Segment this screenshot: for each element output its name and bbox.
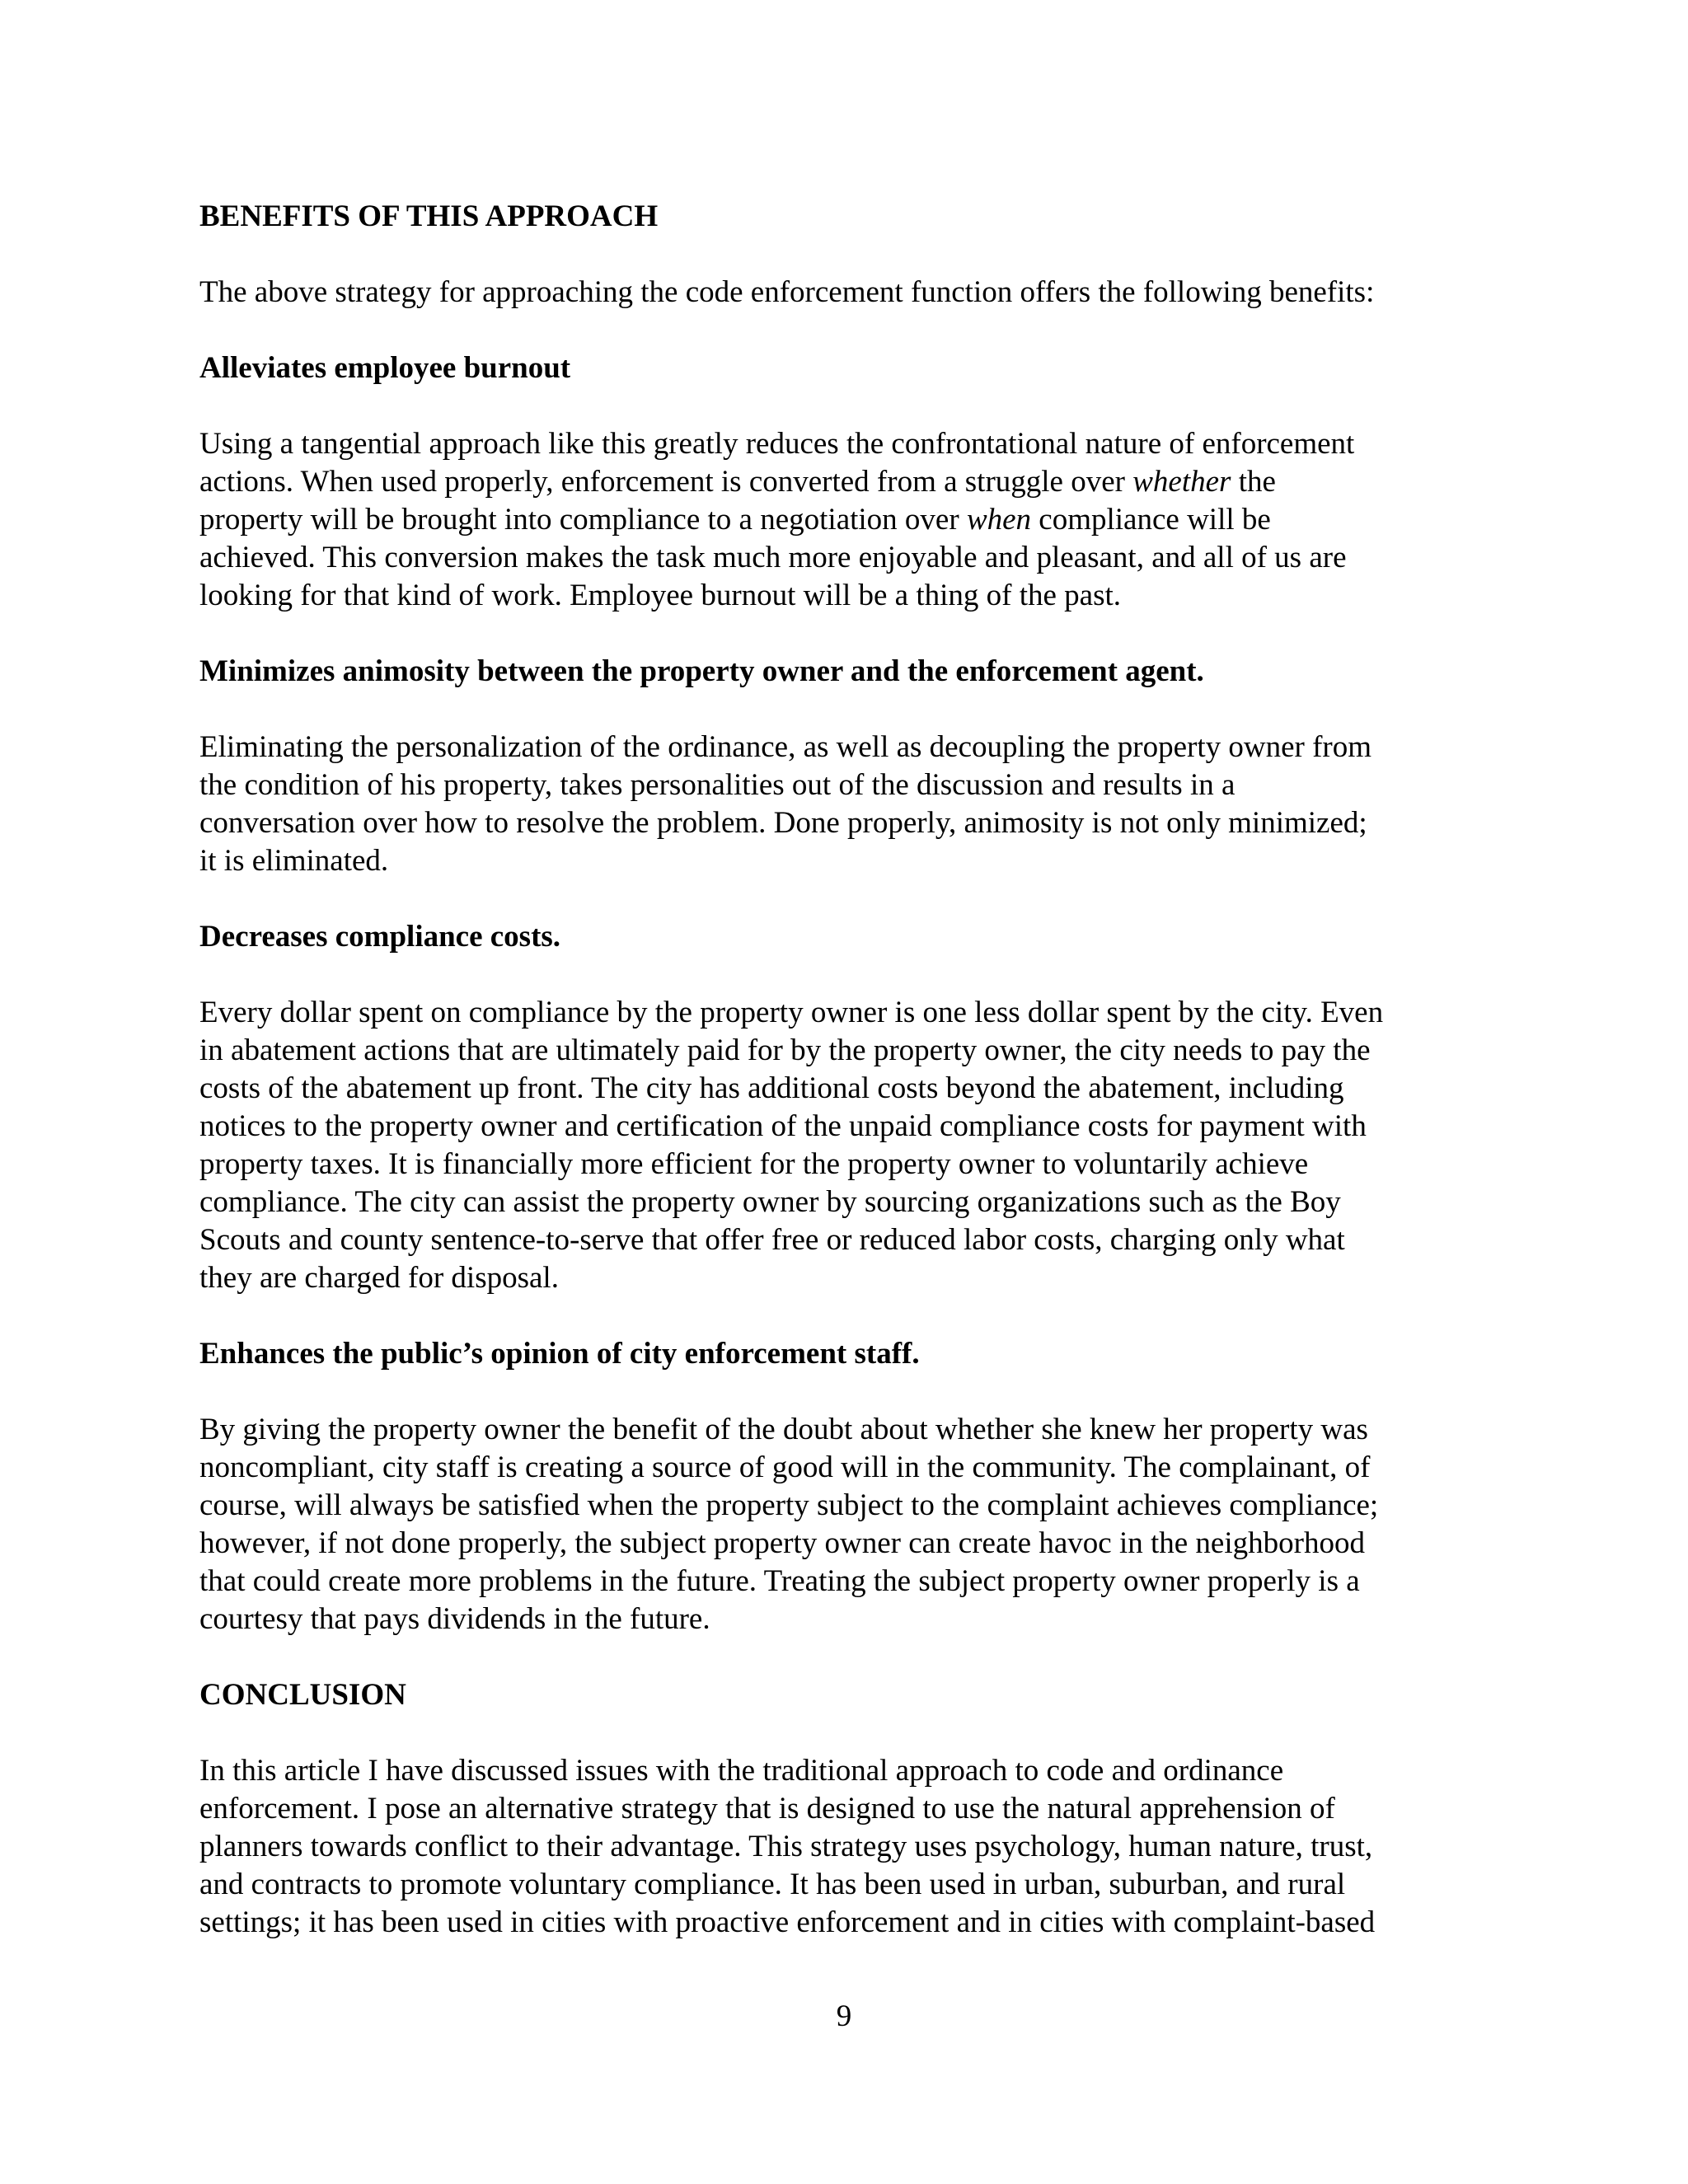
costs-line: they are charged for disposal. [199, 1261, 559, 1295]
conclusion-line: and contracts to promote voluntary compliance. It has been used in urban, suburban, and rural [199, 1868, 1346, 1901]
conclusion-line: planners towards conflict to their advantage. This strategy uses psychology, human nature, trust, [199, 1830, 1373, 1863]
animosity-line: the condition of his property, takes personalities out of the discussion and results in a [199, 768, 1236, 802]
opinion-line: course, will always be satisfied when the property subject to the complaint achieves compliance; [199, 1488, 1379, 1522]
animosity-line: conversation over how to resolve the problem. Done properly, animosity is not only minimized; [199, 806, 1367, 840]
costs-line: in abatement actions that are ultimately paid for by the property owner, the city needs to pay the [199, 1033, 1371, 1067]
heading-benefits: BENEFITS OF THIS APPROACH [199, 199, 659, 233]
opinion-line: that could create more problems in the future. Treating the subject property owner properly is a [199, 1564, 1360, 1598]
intro-paragraph [199, 274, 1518, 312]
costs-line: costs of the abatement up front. The city has additional costs beyond the abatement, including [199, 1071, 1344, 1105]
costs-line: Every dollar spent on compliance by the property owner is one less dollar spent by the city. Even [199, 996, 1384, 1029]
opinion-line: By giving the property owner the benefit of the doubt about whether she knew her property was [199, 1413, 1368, 1446]
burnout-line: Using a tangential approach like this greatly reduces the confrontational nature of enforcement [199, 427, 1355, 461]
costs-line: compliance. The city can assist the property owner by sourcing organizations such as the Boy [199, 1185, 1341, 1219]
burnout-line: achieved. This conversion makes the task much more enjoyable and pleasant, and all of us are [199, 541, 1347, 574]
animosity-paragraph [199, 729, 1518, 880]
burnout-line: property will be brought into compliance to a negotiation over when compliance will be [199, 503, 1271, 537]
costs-line: property taxes. It is financially more efficient for the property owner to voluntarily achieve [199, 1147, 1309, 1181]
burnout-line: actions. When used properly, enforcement is converted from a struggle over whether the [199, 465, 1276, 499]
page-number: 9 [836, 1999, 852, 2033]
costs-line: notices to the property owner and certification of the unpaid compliance costs for payment with [199, 1109, 1367, 1143]
costs-line: Scouts and county sentence-to-serve that offer free or reduced labor costs, charging only what [199, 1223, 1345, 1257]
emphasis-when: when [966, 503, 1032, 537]
animosity-line: Eliminating the personalization of the ordinance, as well as decoupling the property owner from [199, 730, 1372, 764]
opinion-line: noncompliant, city staff is creating a source of good will in the community. The complainant, of [199, 1451, 1371, 1484]
opinion-line: courtesy that pays dividends in the future. [199, 1602, 710, 1636]
animosity-line: it is eliminated. [199, 844, 389, 878]
subheading-opinion: Enhances the public’s opinion of city enforcement staff. [199, 1337, 920, 1371]
subheading-costs: Decreases compliance costs. [199, 920, 561, 954]
burnout-paragraph [199, 425, 1518, 615]
opinion-paragraph [199, 1411, 1518, 1638]
document-page [199, 198, 1518, 1980]
emphasis-whether: whether [1132, 465, 1231, 499]
conclusion-line: In this article I have discussed issues with the traditional approach to code and ordinance [199, 1754, 1284, 1788]
burnout-line: looking for that kind of work. Employee burnout will be a thing of the past. [199, 579, 1122, 612]
conclusion-line: enforcement. I pose an alternative strategy that is designed to use the natural apprehension of [199, 1792, 1335, 1825]
intro-line: The above strategy for approaching the code enforcement function offers the following benefits: [199, 275, 1375, 309]
heading-conclusion: CONCLUSION [199, 1678, 406, 1712]
conclusion-paragraph [199, 1752, 1518, 1942]
subheading-burnout: Alleviates employee burnout [199, 351, 571, 385]
opinion-line: however, if not done properly, the subject property owner can create havoc in the neighborhood [199, 1526, 1365, 1560]
conclusion-line: settings; it has been used in cities with proactive enforcement and in cities with complaint-based [199, 1905, 1376, 1939]
costs-paragraph [199, 994, 1518, 1297]
subheading-animosity: Minimizes animosity between the property owner and the enforcement agent. [199, 654, 1204, 688]
